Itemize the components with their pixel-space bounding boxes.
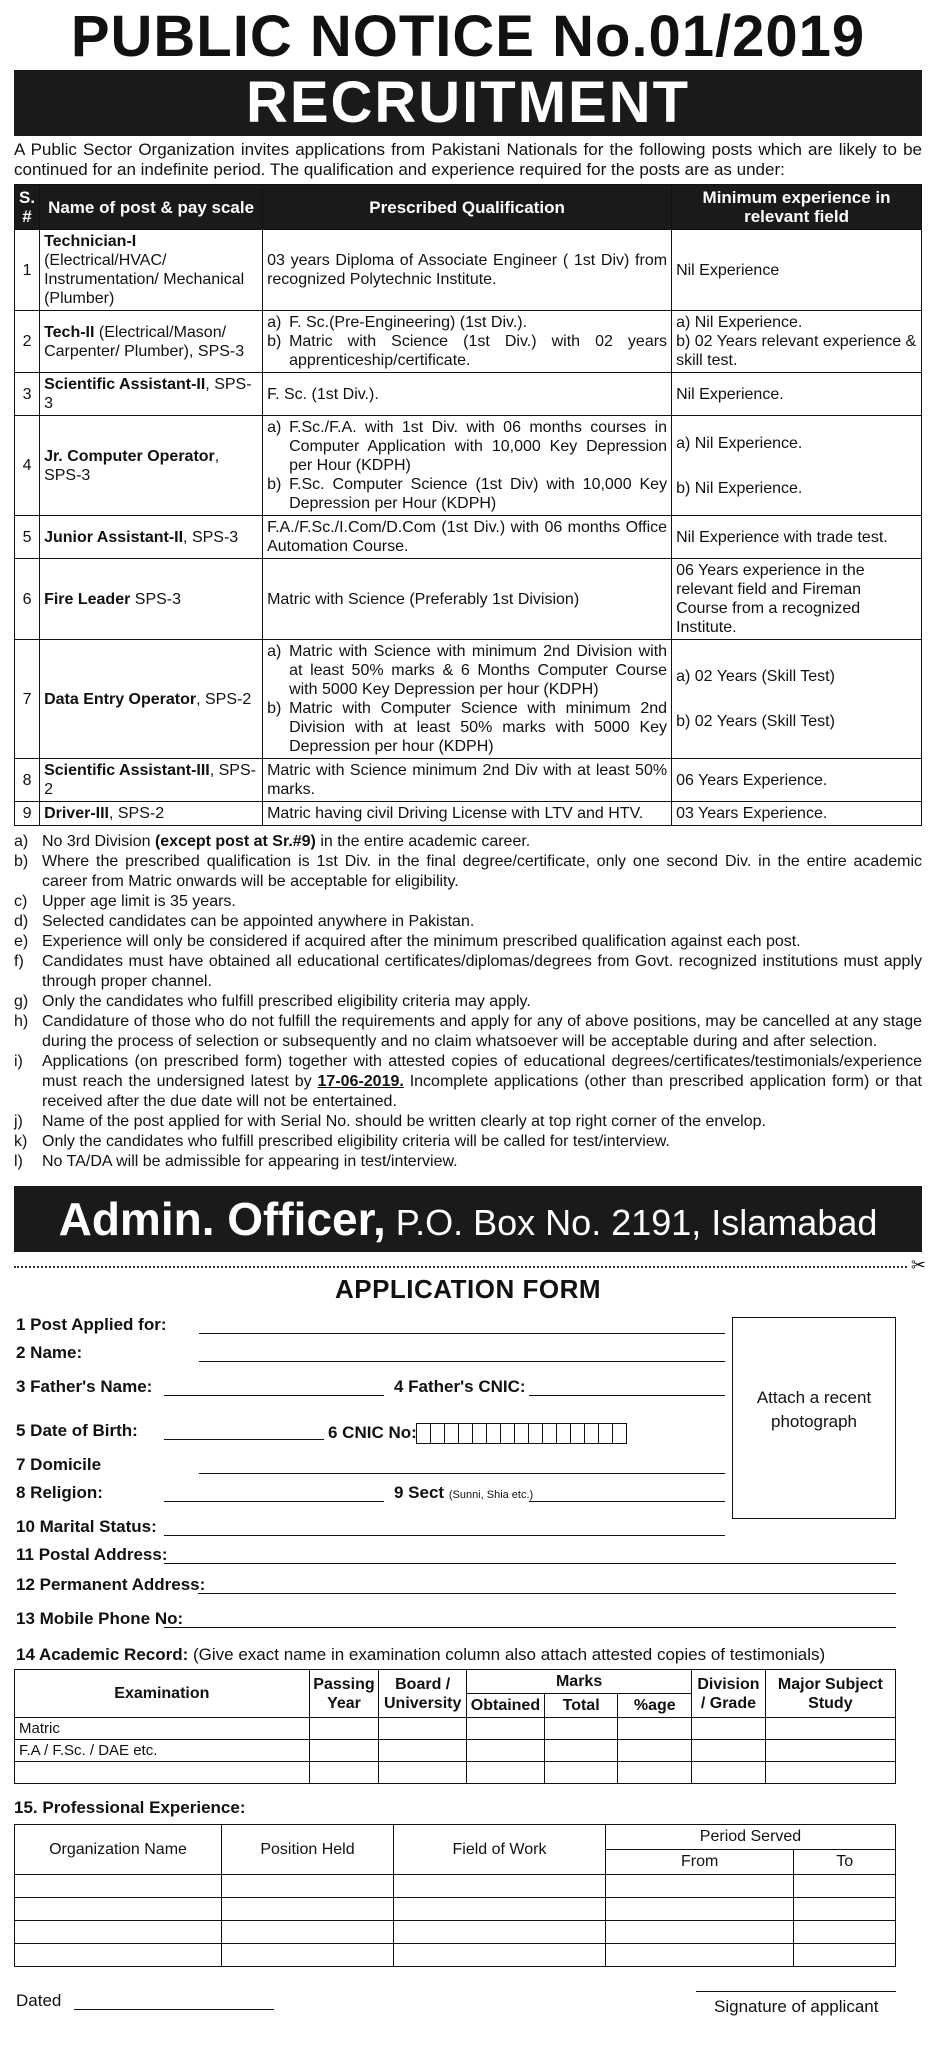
academic-cell[interactable]	[379, 1740, 467, 1762]
experience-cell[interactable]	[15, 1921, 222, 1944]
academic-note: (Give exact name in examination column also attach attested copies of testimonials)	[188, 1645, 826, 1664]
cnic-digit-box[interactable]	[486, 1423, 501, 1444]
cnic-digit-box[interactable]	[556, 1423, 571, 1444]
post-scale: SPS-3	[130, 590, 182, 608]
acad-header-exam: Examination	[15, 1670, 310, 1718]
note-key: h)	[14, 1013, 29, 1030]
cnic-digit-box[interactable]	[584, 1423, 599, 1444]
academic-row	[15, 1718, 896, 1740]
academic-label-row	[16, 1645, 825, 1665]
post-name: Driver-III	[44, 805, 109, 822]
experience-row	[15, 1875, 896, 1898]
qualification-key: a)	[267, 643, 282, 660]
post-name-cell	[40, 230, 263, 311]
academic-cell[interactable]	[618, 1740, 692, 1762]
intro-paragraph: A Public Sector Organization invites applications from Pakistani Nationals for the following posts which are likely to be continued for an indefinite period. The qualification and experience required for the posts are as under:	[14, 140, 922, 179]
acad-header-passing: Passing Year	[309, 1670, 379, 1718]
experience-cell	[672, 416, 922, 516]
experience-cell[interactable]	[794, 1875, 896, 1898]
acad-header-obtained: Obtained	[467, 1694, 545, 1718]
qualification-text: 03 years Diploma of Associate Engineer ( 1st Div) from recognized Polytechnic Institute.	[267, 252, 668, 288]
note-key: d)	[14, 913, 29, 930]
academic-cell[interactable]	[618, 1718, 692, 1740]
note-text-wrap	[42, 932, 922, 952]
note-item	[14, 952, 922, 992]
experience-row	[15, 1944, 896, 1967]
experience-item: Nil Experience with trade test.	[676, 528, 888, 546]
post-row	[15, 416, 922, 516]
post-name: Scientific Assistant-II	[44, 376, 206, 393]
acad-header-division: Division / Grade	[692, 1670, 766, 1718]
qualification-item	[267, 385, 667, 404]
notes-list	[14, 832, 922, 1172]
academic-cell[interactable]	[765, 1718, 895, 1740]
header-experience: Minimum experience in relevant field	[672, 185, 922, 230]
acad-header-marks: Marks	[467, 1670, 692, 1694]
experience-cell[interactable]	[794, 1944, 896, 1967]
experience-cell[interactable]	[222, 1898, 394, 1921]
post-name-cell	[40, 373, 263, 416]
academic-cell[interactable]	[467, 1718, 545, 1740]
qualification-text: F. Sc.(Pre-Engineering) (1st Div.).	[289, 314, 528, 331]
experience-item: a) Nil Experience.	[676, 314, 803, 331]
qualification-cell	[263, 802, 672, 826]
post-name-cell	[40, 559, 263, 640]
qualification-text: F.Sc./F.A. with 1st Div. with 06 months courses in Computer Application with 10,000 Key Depression per Hour (KDPH)	[289, 419, 668, 474]
academic-cell[interactable]	[765, 1740, 895, 1762]
admin-title: Admin. Officer,	[58, 1193, 386, 1245]
qualification-item	[267, 804, 667, 823]
academic-cell[interactable]	[544, 1740, 618, 1762]
note-key: i)	[14, 1053, 23, 1070]
post-scale: , SPS-3	[183, 528, 239, 546]
religion-label: 8 Religion:	[16, 1483, 103, 1502]
qualification-item	[267, 475, 667, 513]
exp-header-org: Organization Name	[15, 1825, 222, 1875]
cnic-digit-box[interactable]	[444, 1423, 459, 1444]
post-scale: , SPS-2	[196, 690, 252, 708]
post-scale: , SPS-3	[44, 447, 220, 484]
experience-cell[interactable]	[394, 1898, 606, 1921]
note-text-wrap	[42, 952, 922, 992]
note-text: Candidates must have obtained all educational certificates/diplomas/degrees from Govt. recognized institutions must apply through proper channel.	[42, 953, 922, 990]
academic-cell[interactable]	[379, 1718, 467, 1740]
qualification-item	[267, 761, 667, 799]
cnic-digit-box[interactable]	[612, 1423, 627, 1444]
exp-header-position: Position Held	[222, 1825, 394, 1875]
post-name: Scientific Assistant-III	[44, 762, 210, 779]
note-text-tail: Incomplete applications (other than prescribed application form) or that received after the due date will not be entertained.	[42, 1073, 923, 1110]
post-sn: 5	[15, 516, 40, 559]
experience-cell[interactable]	[15, 1944, 222, 1967]
note-item	[14, 1152, 922, 1172]
experience-item: a) 02 Years (Skill Test)	[676, 668, 835, 685]
postal-address-field[interactable]	[164, 1563, 896, 1564]
qualification-key: b)	[267, 700, 282, 717]
exp-header-to: To	[794, 1850, 896, 1875]
note-item	[14, 992, 922, 1012]
post-name: Junior Assistant-II	[44, 528, 184, 546]
note-text: No 3rd Division	[42, 833, 155, 850]
note-key: k)	[14, 1133, 28, 1150]
qualification-cell	[263, 640, 672, 759]
note-text: Upper age limit is 35 years.	[42, 893, 236, 910]
experience-cell[interactable]	[794, 1898, 896, 1921]
recruitment-banner: RECRUITMENT	[14, 70, 922, 136]
sect-note: (Sunni, Shia etc.)	[448, 1489, 534, 1501]
note-item	[14, 932, 922, 952]
sect-field[interactable]	[529, 1501, 725, 1502]
academic-table-body	[15, 1718, 896, 1784]
academic-cell[interactable]	[692, 1740, 766, 1762]
experience-cell[interactable]	[394, 1921, 606, 1944]
note-item	[14, 832, 922, 852]
experience-cell	[672, 373, 922, 416]
posts-table	[14, 184, 922, 826]
academic-row	[15, 1762, 896, 1784]
dated-label: Dated	[16, 1991, 62, 2010]
qualification-text: Matric with Science with minimum 2nd Division with at least 50% marks & 6 Months Computer Course with 5000 Key Depression per hour (KDPH)	[289, 643, 668, 698]
experience-item: b) 02 Years relevant experience & skill test.	[676, 333, 917, 369]
experience-cell	[672, 802, 922, 826]
experience-item: 06 Years experience in the relevant field and Fireman Course from a recognized Institute.	[676, 562, 865, 636]
post-row	[15, 759, 922, 802]
academic-exam: Matric	[15, 1718, 310, 1740]
experience-cell	[672, 311, 922, 373]
qualification-cell	[263, 311, 672, 373]
cnic-digit-box[interactable]	[598, 1423, 613, 1444]
religion-field[interactable]	[164, 1501, 384, 1502]
post-name-cell	[40, 640, 263, 759]
application-form-title: APPLICATION FORM	[334, 1274, 602, 1304]
admin-address: P.O. Box No. 2191, Islamabad	[385, 1202, 878, 1243]
cnic-digit-box[interactable]	[542, 1423, 557, 1444]
note-text: Applications (on prescribed form) together with attested copies of educational degrees/certificates/testimonials/experience must reach the undersigned latest by	[42, 1053, 922, 1090]
application-form	[14, 1305, 922, 1695]
qualification-text: Matric having civil Driving License with LTV and HTV.	[267, 805, 644, 822]
experience-item: Nil Experience.	[676, 385, 784, 403]
cnic-digit-box[interactable]	[514, 1423, 529, 1444]
post-name: Tech-II	[44, 323, 95, 341]
cnic-digit-box[interactable]	[570, 1423, 585, 1444]
qualification-text: F.Sc. Computer Science (1st Div) with 10,000 Key Depression per Hour (KDPH)	[289, 476, 668, 512]
academic-cell[interactable]	[379, 1762, 467, 1784]
post-row	[15, 802, 922, 826]
experience-cell[interactable]	[222, 1921, 394, 1944]
note-key: e)	[14, 933, 29, 950]
post-scale: , SPS-2	[44, 762, 256, 798]
post-row	[15, 230, 922, 311]
academic-label: 14 Academic Record:	[16, 1645, 189, 1664]
form-footer	[14, 1981, 922, 2031]
experience-cell[interactable]	[606, 1921, 794, 1944]
qualification-text: F.A./F.Sc./I.Com/D.Com (1st Div.) with 06 months Office Automation Course.	[267, 519, 668, 555]
academic-exam: F.A / F.Sc. / DAE etc.	[15, 1740, 310, 1762]
experience-item: 06 Years Experience.	[676, 771, 828, 789]
post-scale: , SPS-2	[108, 805, 165, 822]
post-sn: 3	[15, 373, 40, 416]
academic-cell[interactable]	[765, 1762, 895, 1784]
post-sn: 7	[15, 640, 40, 759]
note-item	[14, 892, 922, 912]
note-item	[14, 1052, 922, 1112]
experience-cell	[672, 516, 922, 559]
experience-cell[interactable]	[394, 1875, 606, 1898]
post-row	[15, 516, 922, 559]
qualification-key: b)	[267, 333, 282, 350]
post-row	[15, 559, 922, 640]
post-name: Jr. Computer Operator	[44, 447, 215, 465]
academic-cell[interactable]	[467, 1740, 545, 1762]
qualification-text: Matric with Science (1st Div.) with 02 years apprenticeship/certificate.	[289, 333, 668, 369]
cnic-digit-box[interactable]	[458, 1423, 473, 1444]
acad-header-total: Total	[544, 1694, 618, 1718]
qualification-text: Matric with Science minimum 2nd Div with at least 50% marks.	[267, 762, 668, 798]
post-name-cell	[40, 802, 263, 826]
dob-label: 5 Date of Birth:	[16, 1421, 138, 1440]
academic-row	[15, 1740, 896, 1762]
experience-label: 15. Professional Experience:	[14, 1798, 246, 1817]
sect-text: 9 Sect	[394, 1483, 445, 1502]
note-text: Experience will only be considered if acquired after the minimum prescribed qualification against each post.	[42, 933, 801, 950]
post-sn: 6	[15, 559, 40, 640]
note-item	[14, 1012, 922, 1052]
experience-cell[interactable]	[606, 1875, 794, 1898]
marital-status-label: 10 Marital Status:	[16, 1517, 157, 1536]
note-bold: 17-06-2019.	[317, 1073, 404, 1090]
qualification-item	[267, 518, 667, 556]
qualification-cell	[263, 230, 672, 311]
experience-item: a) Nil Experience.	[676, 434, 803, 452]
note-key: f)	[14, 953, 24, 970]
academic-cell[interactable]	[692, 1718, 766, 1740]
academic-cell[interactable]	[309, 1762, 379, 1784]
qualification-cell	[263, 373, 672, 416]
academic-cell[interactable]	[544, 1762, 618, 1784]
permanent-address-field[interactable]	[198, 1593, 896, 1594]
note-item	[14, 1112, 922, 1132]
qualification-item	[267, 313, 667, 332]
post-scale: (Electrical/Mason/ Carpenter/ Plumber), SPS-3	[44, 323, 245, 360]
experience-row	[15, 1921, 896, 1944]
experience-item: b) Nil Experience.	[676, 479, 803, 497]
cnic-digit-box[interactable]	[472, 1423, 487, 1444]
domicile-field[interactable]	[199, 1473, 725, 1474]
academic-cell[interactable]	[467, 1762, 545, 1784]
experience-cell[interactable]	[794, 1921, 896, 1944]
acad-header-major: Major Subject Study	[765, 1670, 895, 1718]
mobile-field[interactable]	[164, 1627, 896, 1628]
cnic-digit-box[interactable]	[416, 1423, 431, 1444]
post-row	[15, 311, 922, 373]
note-key: l)	[14, 1153, 23, 1170]
qualification-item	[267, 251, 667, 289]
experience-cell[interactable]	[222, 1944, 394, 1967]
admin-address-banner	[14, 1186, 922, 1252]
qualification-cell	[263, 759, 672, 802]
academic-cell[interactable]	[309, 1740, 379, 1762]
experience-cell	[672, 640, 922, 759]
signature-field[interactable]	[696, 1991, 896, 1992]
note-key: j)	[14, 1113, 23, 1130]
note-key: c)	[14, 893, 28, 910]
note-text-wrap	[42, 912, 922, 932]
notice-title: PUBLIC NOTICE No.01/2019	[70, 4, 866, 69]
experience-cell[interactable]	[15, 1898, 222, 1921]
marital-status-field[interactable]	[164, 1535, 725, 1536]
cnic-label: 6 CNIC No:	[328, 1423, 417, 1442]
qualification-item	[267, 332, 667, 370]
academic-exam	[15, 1762, 310, 1784]
academic-cell[interactable]	[692, 1762, 766, 1784]
post-sn: 4	[15, 416, 40, 516]
father-name-field[interactable]	[164, 1395, 384, 1396]
post-row	[15, 640, 922, 759]
note-key: g)	[14, 993, 29, 1010]
note-text-wrap	[42, 832, 922, 852]
academic-cell[interactable]	[309, 1718, 379, 1740]
experience-cell[interactable]	[394, 1944, 606, 1967]
experience-table-body	[15, 1875, 896, 1967]
qualification-text: F. Sc. (1st Div.).	[267, 385, 379, 403]
qualification-item	[267, 590, 667, 609]
academic-cell[interactable]	[544, 1718, 618, 1740]
note-text: Where the prescribed qualification is 1st Div. in the final degree/certificate, only one second Div. in the entire academic career from Matric onwards will be acceptable for eligibility.	[42, 853, 922, 890]
dob-field[interactable]	[164, 1439, 324, 1440]
academic-cell[interactable]	[618, 1762, 692, 1784]
post-name-cell	[40, 416, 263, 516]
experience-item: b) 02 Years (Skill Test)	[676, 713, 835, 730]
father-cnic-label: 4 Father's CNIC:	[394, 1377, 526, 1396]
experience-cell	[672, 230, 922, 311]
note-text: Candidature of those who do not fulfill the requirements and apply for any of above positions, may be cancelled at any stage during the process of selection or subsequently and no claim whatsoever will be acceptable during and after selection.	[42, 1013, 922, 1050]
post-sn: 1	[15, 230, 40, 311]
dated-field[interactable]	[74, 2009, 274, 2010]
note-text: Only the candidates who fulfill prescribed eligibility criteria may apply.	[42, 993, 531, 1010]
experience-cell[interactable]	[606, 1898, 794, 1921]
post-name: Technician-I	[44, 233, 137, 250]
note-key: b)	[14, 853, 29, 870]
post-sn: 2	[15, 311, 40, 373]
header-qualification: Prescribed Qualification	[263, 185, 672, 230]
qualification-item	[267, 699, 667, 756]
post-name: Fire Leader	[44, 590, 131, 608]
father-name-label: 3 Father's Name:	[16, 1377, 153, 1396]
note-text-wrap	[42, 1112, 922, 1132]
acad-header-pct: %age	[618, 1694, 692, 1718]
experience-cell[interactable]	[606, 1944, 794, 1967]
post-sn: 9	[15, 802, 40, 826]
note-key: a)	[14, 833, 29, 850]
experience-cell	[672, 559, 922, 640]
exp-header-period: Period Served	[606, 1825, 896, 1850]
domicile-label: 7 Domicile	[16, 1455, 102, 1474]
post-applied-field[interactable]	[199, 1333, 725, 1334]
post-scale: (Electrical/HVAC/ Instrumentation/ Mechanical (Plumber)	[44, 252, 245, 307]
note-text: Name of the post applied for with Serial No. should be written clearly at top right corner of the envelop.	[42, 1113, 766, 1130]
note-bold: (except post at Sr.#9)	[154, 833, 316, 850]
note-text-tail: in the entire academic career.	[315, 833, 531, 850]
post-applied-label: 1 Post Applied for:	[16, 1315, 167, 1334]
qualification-key: a)	[267, 314, 282, 331]
qualification-key: b)	[267, 476, 282, 493]
cnic-digit-box[interactable]	[500, 1423, 515, 1444]
qualification-item	[267, 418, 667, 475]
header-post: Name of post & pay scale	[40, 185, 263, 230]
note-text-wrap	[42, 992, 922, 1012]
signature-label: Signature of applicant	[714, 1997, 879, 2016]
qualification-cell	[263, 559, 672, 640]
post-name-cell	[40, 311, 263, 373]
experience-cell	[672, 759, 922, 802]
exp-header-from: From	[606, 1850, 794, 1875]
father-cnic-field[interactable]	[529, 1395, 725, 1396]
photo-box: Attach a recent photograph	[732, 1317, 896, 1519]
name-field[interactable]	[199, 1361, 725, 1362]
experience-item: 03 Years Experience.	[676, 805, 828, 822]
experience-cell[interactable]	[222, 1875, 394, 1898]
experience-cell[interactable]	[15, 1875, 222, 1898]
exp-header-field: Field of Work	[394, 1825, 606, 1875]
post-sn: 8	[15, 759, 40, 802]
experience-row	[15, 1898, 896, 1921]
mobile-label: 13 Mobile Phone No:	[16, 1609, 184, 1628]
post-name: Data Entry Operator	[44, 690, 197, 708]
note-text: Only the candidates who fulfill prescribed eligibility criteria will be called for test/interview.	[42, 1133, 670, 1150]
sect-label	[394, 1483, 533, 1503]
note-text-wrap	[42, 852, 922, 892]
note-text: Selected candidates can be appointed anywhere in Pakistan.	[42, 913, 475, 930]
note-text-wrap	[42, 1152, 922, 1172]
post-scale: , SPS-3	[44, 376, 252, 412]
posts-table-body	[15, 230, 922, 826]
note-text-wrap	[42, 892, 922, 912]
header-sn: S. #	[15, 185, 40, 230]
acad-header-board: Board / University	[379, 1670, 467, 1718]
scissors-icon: ✂	[910, 1255, 926, 1275]
note-text-wrap	[42, 1012, 922, 1052]
qualification-cell	[263, 416, 672, 516]
notice-page	[14, 0, 926, 2031]
post-row	[15, 373, 922, 416]
note-text-wrap	[42, 1052, 922, 1112]
experience-item: Nil Experience	[676, 261, 780, 279]
note-text-wrap	[42, 1132, 922, 1152]
post-name-cell	[40, 759, 263, 802]
qualification-text: Matric with Computer Science with minimum 2nd Division with at least 50% marks with 5000 Key Depression per hour (KDPH)	[289, 700, 668, 755]
note-item	[14, 1132, 922, 1152]
name-label: 2 Name:	[16, 1343, 83, 1362]
cnic-digit-box[interactable]	[430, 1423, 445, 1444]
experience-table	[14, 1824, 896, 1967]
note-text: No TA/DA will be admissible for appearing in test/interview.	[42, 1153, 458, 1170]
qualification-text: Matric with Science (Preferably 1st Division)	[267, 590, 580, 608]
qualification-cell	[263, 516, 672, 559]
post-name-cell	[40, 516, 263, 559]
note-item	[14, 912, 922, 932]
cut-line	[14, 1255, 926, 1275]
postal-address-label: 11 Postal Address:	[16, 1545, 168, 1564]
note-item	[14, 852, 922, 892]
qualification-key: a)	[267, 419, 282, 436]
cnic-boxes[interactable]	[416, 1423, 626, 1444]
permanent-address-label: 12 Permanent Address:	[16, 1575, 206, 1594]
cnic-digit-box[interactable]	[528, 1423, 543, 1444]
qualification-item	[267, 642, 667, 699]
